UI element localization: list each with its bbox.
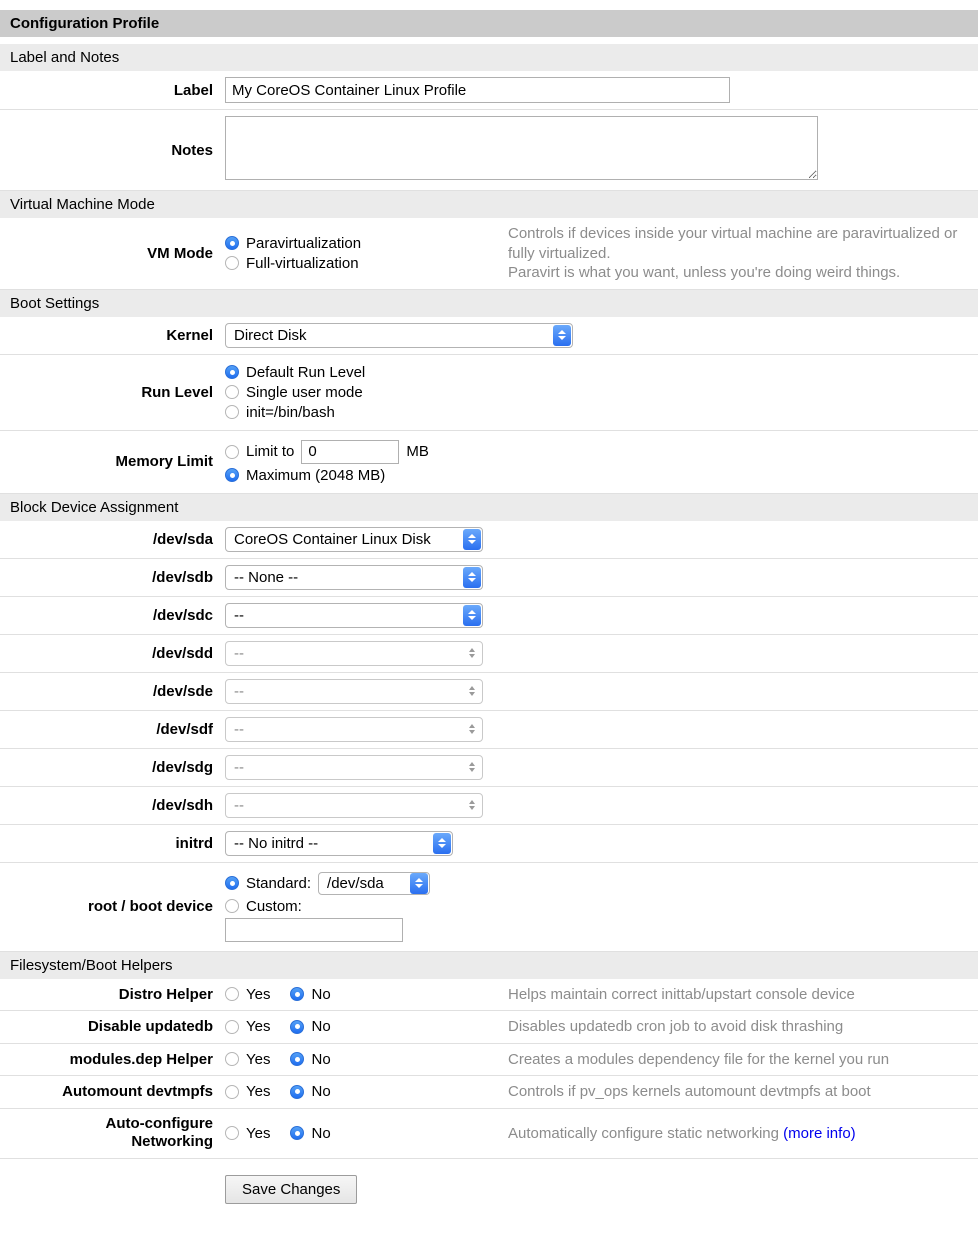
select-stepper-icon [463, 529, 481, 550]
block-device-select-value: -- [234, 796, 244, 814]
helper-help-text: Automatically configure static networking [508, 1124, 779, 1142]
yes-label: Yes [246, 1124, 271, 1142]
select-stepper-icon [463, 643, 481, 664]
block-device-row-sda [0, 521, 978, 559]
block-device-select-sdd [225, 641, 483, 666]
vm-mode-option-label: Paravirtualization [246, 234, 362, 252]
vm-mode-row [0, 218, 978, 290]
select-stepper-icon [463, 795, 481, 816]
vm-mode-option-label: Full-virtualization [246, 254, 359, 272]
block-device-label: /dev/sdb [152, 568, 213, 586]
block-device-row-sdc [0, 597, 978, 635]
select-stepper-icon [553, 325, 571, 346]
block-device-row-sdg [0, 749, 978, 787]
initrd-select-value: -- No initrd -- [234, 834, 319, 852]
section-filesystem-boot-helpers: Filesystem/Boot Helpers [0, 952, 978, 979]
helper-help: Creates a modules dependency file for the kernel you run [508, 1050, 890, 1068]
block-device-label: /dev/sdc [152, 606, 213, 624]
vm-mode-option-paravirtualization[interactable] [225, 235, 508, 252]
run-level-option-label: Single user mode [246, 383, 363, 401]
block-device-label: /dev/sde [152, 682, 213, 700]
block-device-row-sdf [0, 711, 978, 749]
root-device-custom-input[interactable] [225, 918, 403, 942]
memory-limit-unit: MB [406, 443, 429, 460]
radio-selected-icon[interactable] [225, 365, 239, 379]
helper-help [508, 1124, 978, 1144]
radio-unselected-icon[interactable] [225, 405, 239, 419]
block-device-select-sda[interactable] [225, 527, 483, 552]
select-stepper-icon [463, 681, 481, 702]
vm-mode-option-full-virtualization[interactable] [225, 255, 508, 272]
helper-label: Automount devtmpfs [62, 1083, 213, 1101]
select-stepper-icon [433, 833, 451, 854]
helper-row-auto-networking [0, 1109, 978, 1160]
more-info-link[interactable]: (more info) [783, 1124, 856, 1142]
radio-no-icon[interactable] [290, 1052, 304, 1066]
block-device-row-sdb [0, 559, 978, 597]
root-device-custom-label: Custom: [246, 897, 302, 915]
block-device-select-sdh [225, 793, 483, 818]
block-device-select-value: -- [234, 720, 244, 738]
root-device-custom-input-line [225, 918, 978, 942]
label-field-label: Label [173, 81, 213, 99]
root-device-option-standard[interactable] [225, 872, 978, 895]
block-device-label: /dev/sdd [152, 644, 213, 662]
radio-yes-icon[interactable] [225, 1126, 239, 1140]
radio-no-icon[interactable] [290, 1085, 304, 1099]
run-level-label: Run Level [141, 383, 213, 401]
radio-unselected-icon[interactable] [225, 899, 239, 913]
helper-row-modules-dep [0, 1044, 978, 1077]
helper-label [0, 1115, 225, 1153]
yes-label: Yes [246, 1050, 271, 1068]
radio-selected-icon[interactable] [225, 876, 239, 890]
root-device-standard-label: Standard: [246, 874, 312, 892]
notes-row [0, 110, 978, 191]
memory-limit-option-limit[interactable] [225, 440, 978, 464]
radio-unselected-icon[interactable] [225, 445, 239, 459]
radio-selected-icon[interactable] [225, 468, 239, 482]
helper-help: Controls if pv_ops kernels automount devtmpfs at boot [508, 1083, 871, 1100]
section-block-device-assignment: Block Device Assignment [0, 494, 978, 521]
helper-label: Distro Helper [118, 985, 213, 1003]
memory-limit-label: Memory Limit [115, 453, 213, 470]
run-level-option-single-user[interactable] [225, 384, 978, 401]
save-row [0, 1159, 978, 1224]
notes-field-label: Notes [171, 141, 213, 159]
memory-limit-input[interactable] [301, 440, 399, 464]
run-level-option-label: init=/bin/bash [246, 403, 335, 421]
notes-textarea[interactable] [225, 116, 818, 180]
radio-yes-icon[interactable] [225, 1085, 239, 1099]
root-device-standard-value: /dev/sda [327, 874, 384, 892]
block-device-row-sdd [0, 635, 978, 673]
block-device-select-value: -- [234, 606, 244, 624]
helper-row-updatedb [0, 1011, 978, 1044]
vm-mode-label: VM Mode [147, 244, 213, 262]
kernel-row [0, 317, 978, 355]
block-device-select-value: -- [234, 644, 244, 662]
block-device-select-value: -- None -- [234, 568, 299, 586]
run-level-option-default[interactable] [225, 364, 978, 381]
kernel-label: Kernel [166, 326, 213, 344]
radio-unselected-icon[interactable] [225, 385, 239, 399]
select-stepper-icon [463, 605, 481, 626]
helper-help: Disables updatedb cron job to avoid disk thrashing [508, 1018, 844, 1035]
block-device-row-sdh [0, 787, 978, 825]
run-level-row [0, 355, 978, 431]
root-boot-device-row [0, 863, 978, 952]
root-device-standard-select[interactable] [318, 872, 430, 895]
block-device-select-sde [225, 679, 483, 704]
helper-label-text: Auto-configure Networking [105, 1114, 213, 1151]
radio-no-icon[interactable] [290, 1126, 304, 1140]
kernel-select[interactable] [225, 323, 573, 348]
radio-no-icon[interactable] [290, 987, 304, 1001]
radio-no-icon[interactable] [290, 1020, 304, 1034]
block-device-select-value: -- [234, 682, 244, 700]
select-stepper-icon [463, 757, 481, 778]
kernel-select-value: Direct Disk [234, 326, 307, 344]
block-device-select-value: -- [234, 758, 244, 776]
memory-limit-option-label: Maximum (2048 MB) [246, 466, 386, 484]
radio-yes-icon[interactable] [225, 987, 239, 1001]
vm-mode-help-line1: Controls if devices inside your virtual machine are paravirtualized or fully virtualized. [508, 225, 958, 262]
yes-label: Yes [246, 1018, 271, 1036]
radio-unselected-icon[interactable] [225, 256, 239, 270]
block-device-select-sdg [225, 755, 483, 780]
no-label: No [311, 985, 331, 1003]
helper-help: Helps maintain correct inittab/upstart console device [508, 985, 855, 1003]
block-device-label: /dev/sda [152, 530, 213, 548]
save-button[interactable]: Save Changes [225, 1175, 357, 1204]
initrd-row [0, 825, 978, 863]
label-row [0, 71, 978, 110]
select-stepper-icon [463, 719, 481, 740]
vm-mode-help-line2: Paravirt is what you want, unless you're doing weird things. [508, 264, 901, 281]
yes-label: Yes [246, 985, 271, 1003]
no-label: No [311, 1018, 331, 1036]
helper-row-distro [0, 979, 978, 1012]
root-device-option-custom[interactable] [225, 898, 978, 915]
helper-row-devtmpfs [0, 1076, 978, 1109]
block-device-select-sdc[interactable] [225, 603, 483, 628]
vm-mode-help [508, 224, 978, 283]
block-device-select-sdb[interactable] [225, 565, 483, 590]
block-device-label: /dev/sdf [156, 720, 213, 738]
memory-limit-option-label: Limit to [246, 443, 295, 460]
run-level-option-label: Default Run Level [246, 363, 366, 381]
memory-limit-row [0, 431, 978, 494]
no-label: No [311, 1083, 331, 1101]
helper-label: modules.dep Helper [69, 1050, 213, 1068]
block-device-row-sde [0, 673, 978, 711]
radio-yes-icon[interactable] [225, 1052, 239, 1066]
block-device-select-value: CoreOS Container Linux Disk [234, 530, 431, 548]
label-input[interactable] [225, 77, 730, 103]
section-boot-settings: Boot Settings [0, 290, 978, 317]
block-device-label: /dev/sdh [152, 796, 213, 814]
section-virtual-machine-mode: Virtual Machine Mode [0, 191, 978, 218]
block-device-label: /dev/sdg [152, 758, 213, 776]
yes-label: Yes [246, 1083, 271, 1101]
memory-limit-option-maximum[interactable] [225, 467, 978, 484]
select-stepper-icon [463, 567, 481, 588]
helper-label: Disable updatedb [87, 1018, 213, 1036]
initrd-label: initrd [175, 834, 213, 852]
run-level-option-init-bash[interactable] [225, 404, 978, 421]
radio-yes-icon[interactable] [225, 1020, 239, 1034]
no-label: No [311, 1124, 331, 1142]
root-boot-device-label: root / boot device [87, 898, 213, 915]
radio-selected-icon[interactable] [225, 236, 239, 250]
no-label: No [311, 1050, 331, 1068]
section-label-and-notes: Label and Notes [0, 44, 978, 71]
block-device-select-sdf [225, 717, 483, 742]
page-title: Configuration Profile [0, 10, 978, 37]
select-stepper-icon [410, 873, 428, 894]
initrd-select[interactable] [225, 831, 453, 856]
